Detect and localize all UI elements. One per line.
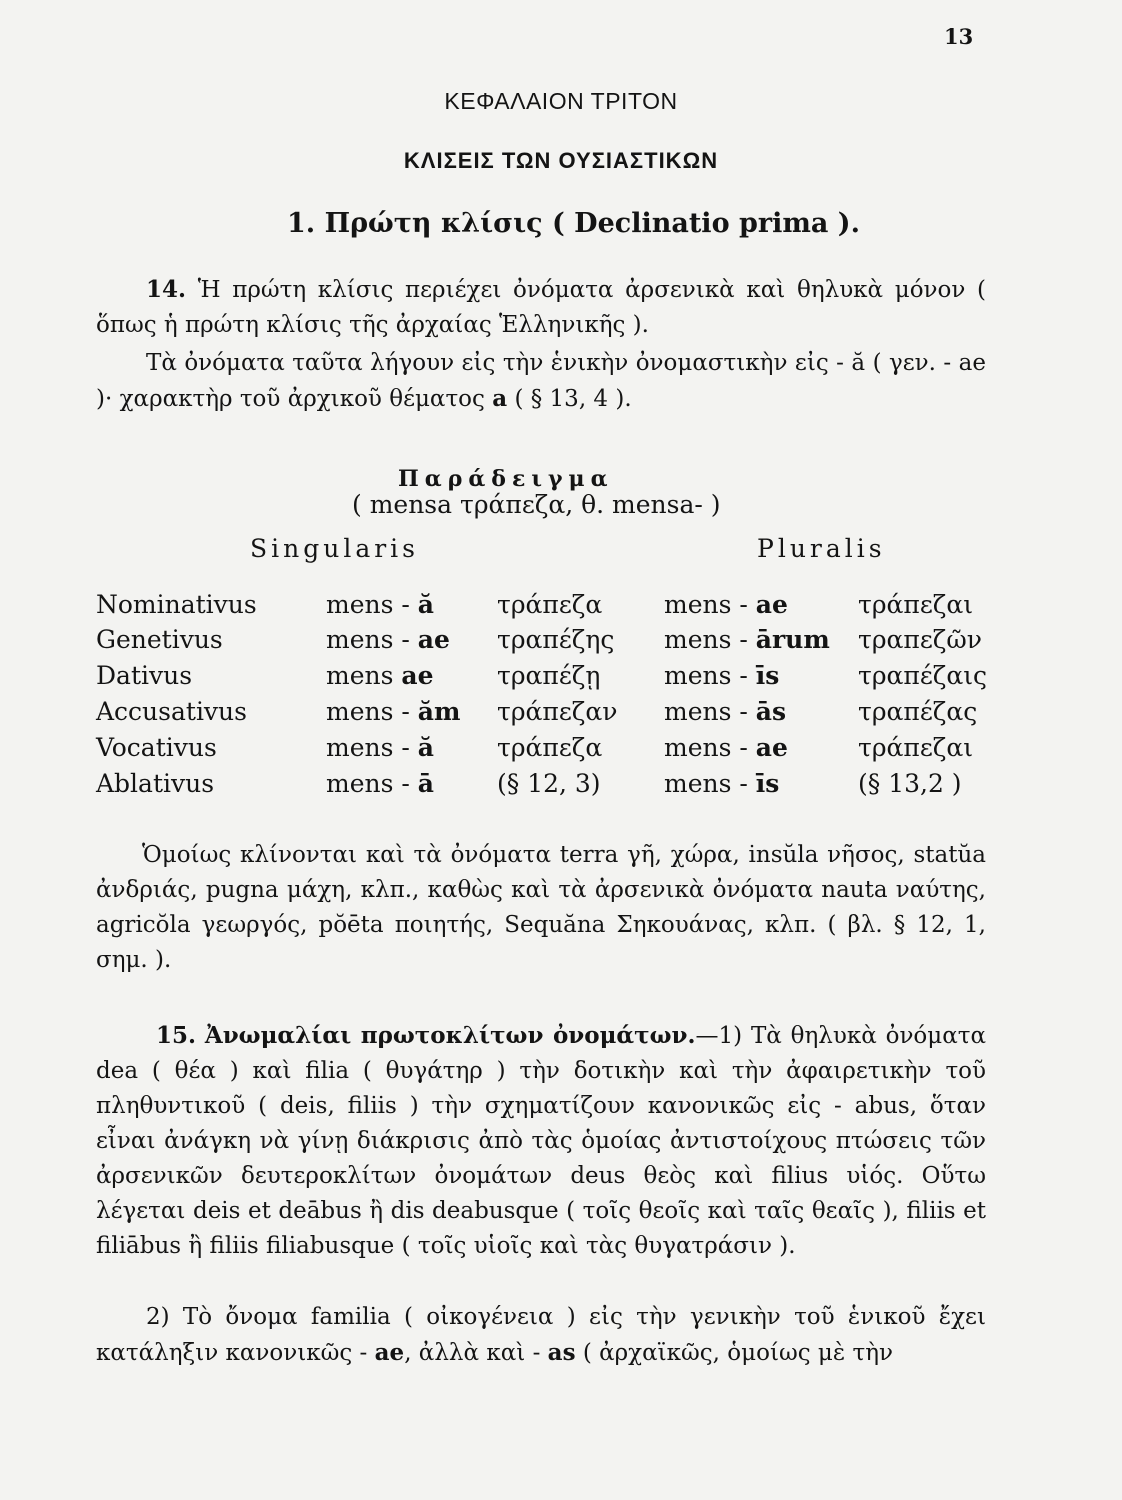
case-name: Accusativus [96,697,247,726]
paragraph-14 [96,272,986,343]
paragraph-14-continued [96,346,986,417]
paragraph-15-part-2 [96,1300,986,1371]
table-row [0,625,1122,661]
singular-latin: mens ae [326,661,434,690]
singular-latin: mens - ăm [326,697,461,726]
page-number: 13 [944,24,974,49]
case-name: Genetivus [96,625,223,654]
paragraph-text: Τὰ ὀνόματα ταῦτα λήγουν εἰς τὴν ἑνικὴν ὀνομαστικὴν εἰς - ă ( γεν. - ae )· χαρακτὴρ τοῦ ἀρχικοῦ θέματος [96,350,986,412]
plural-latin: mens - īs [664,661,780,690]
declension-title: 1. Πρώτη κλίσις ( Declinatio prima ). [287,208,860,239]
table-row [0,733,1122,769]
singular-label: Singularis [250,534,420,563]
plural-greek: τραπέζας [858,697,978,726]
singular-greek: τραπέζης [497,625,615,654]
plural-label: Pluralis [757,534,886,563]
table-row [0,590,1122,626]
paragraph-number: 14. [146,276,187,303]
paragraph-text: 2) Τὸ ὄνομα familia ( οἰκογένεια ) εἰς τὴν γενικὴν τοῦ ἑνικοῦ ἔχει κατάληξιν κανονικῶς - [96,1304,986,1366]
case-name: Ablativus [96,769,215,798]
section-title: ΚΛΙΣΕΙΣ ΤΩΝ ΟΥΣΙΑΣΤΙΚΩΝ [403,148,719,173]
paragraph-text: —1) Τὰ θηλυκὰ ὀνόματα dea ( θέα ) καὶ filia ( θυγάτηρ ) τὴν δοτικὴν καὶ τὴν ἀφαιρετικὴν τοῦ πληθυντικοῦ ( deis, filiis ) τὴν σχηματίζουν κανονικῶς εἰς - abus, ὅταν εἶναι ἀνάγκη νὰ γίνῃ διάκρισις ἀπὸ τὰς ὁμοίας ἀντιστοίχους πτώσεις τῶν ἀρσενικῶν δευτεροκλίτων ὀνομάτων deus θεὸς καὶ filius υἱός. Οὕτω λέγεται deis et deābus ἢ dis deabusque ( τοῖς θεοῖς καὶ ταῖς θεαῖς ), filiis et filiābus ἢ filiis filiabusque ( τοῖς υἱοῖς καὶ τὰς θυγατράσιν ). [96,1023,987,1259]
paradigm-subheading: ( mensa τράπεζα, θ. mensa- ) [352,490,721,519]
paragraph-15 [96,1018,986,1264]
table-row [0,769,1122,805]
singular-greek: τραπέζῃ [497,661,601,690]
singular-greek: τράπεζα [497,733,603,762]
plural-greek: τράπεζαι [858,733,974,762]
paradigm-heading: Παράδειγμα [398,466,614,492]
table-row [0,697,1122,733]
singular-latin: mens - ae [326,625,450,654]
paragraph-heading: Ἀνωμαλίαι πρωτοκλίτων ὀνομάτων. [204,1022,696,1049]
plural-latin: mens - ārum [664,625,830,654]
singular-latin: mens - ă [326,590,434,619]
plural-greek: τραπεζῶν [858,625,982,654]
plural-latin: mens - ās [664,697,787,726]
plural-latin: mens - ae [664,733,788,762]
case-name: Vocativus [96,733,217,762]
table-row [0,661,1122,697]
plural-latin: mens - īs [664,769,780,798]
paragraph-text: Ἡ πρώτη κλίσις περιέχει ὀνόματα ἀρσενικὰ καὶ θηλυκὰ μόνον ( ὅπως ἡ πρώτη κλίσις τῆς ἀρχαίας Ἑλληνικῆς ). [96,277,987,338]
paragraph-similar-nouns: Ὁμοίως κλίνονται καὶ τὰ ὀνόματα terra γῆ, χώρα, insŭla νῆσος, statŭa ἀνδριάς, pugna μάχη, κλπ., καθὼς καὶ τὰ ἀρσενικὰ ὀνόματα nauta ναύτης, agricŏla γεωργός, pŏēta ποιητής, Sequăna Σηκουάνας, κλπ. ( βλ. § 12, 1, σημ. ). [96,842,986,973]
singular-greek: τράπεζαν [497,697,618,726]
plural-greek: τράπεζαι [858,590,974,619]
paragraph-text-mid: , ἀλλὰ καὶ - [404,1340,541,1366]
singular-greek: τράπεζα [497,590,603,619]
paragraph-ref: ( § 13, 4 ). [514,386,632,412]
plural-greek: (§ 13,2 ) [858,769,962,798]
case-name: Dativus [96,661,193,690]
plural-greek: τραπέζαις [858,661,988,690]
ending-ae: ae [374,1339,405,1366]
singular-latin: mens - ā [326,769,434,798]
chapter-title: ΚΕΦΑΛΑΙΟΝ ΤΡΙΤΟΝ [444,88,678,114]
paragraph-text-tail: ( ἀρχαϊκῶς, ὁμοίως μὲ τὴν [582,1340,893,1366]
stem-character: a [492,385,508,412]
plural-latin: mens - ae [664,590,788,619]
paragraph-number: 15. [156,1022,197,1049]
singular-latin: mens - ă [326,733,434,762]
ending-as: as [547,1339,576,1366]
case-name: Nominativus [96,590,257,619]
singular-greek: (§ 12, 3) [497,769,601,798]
